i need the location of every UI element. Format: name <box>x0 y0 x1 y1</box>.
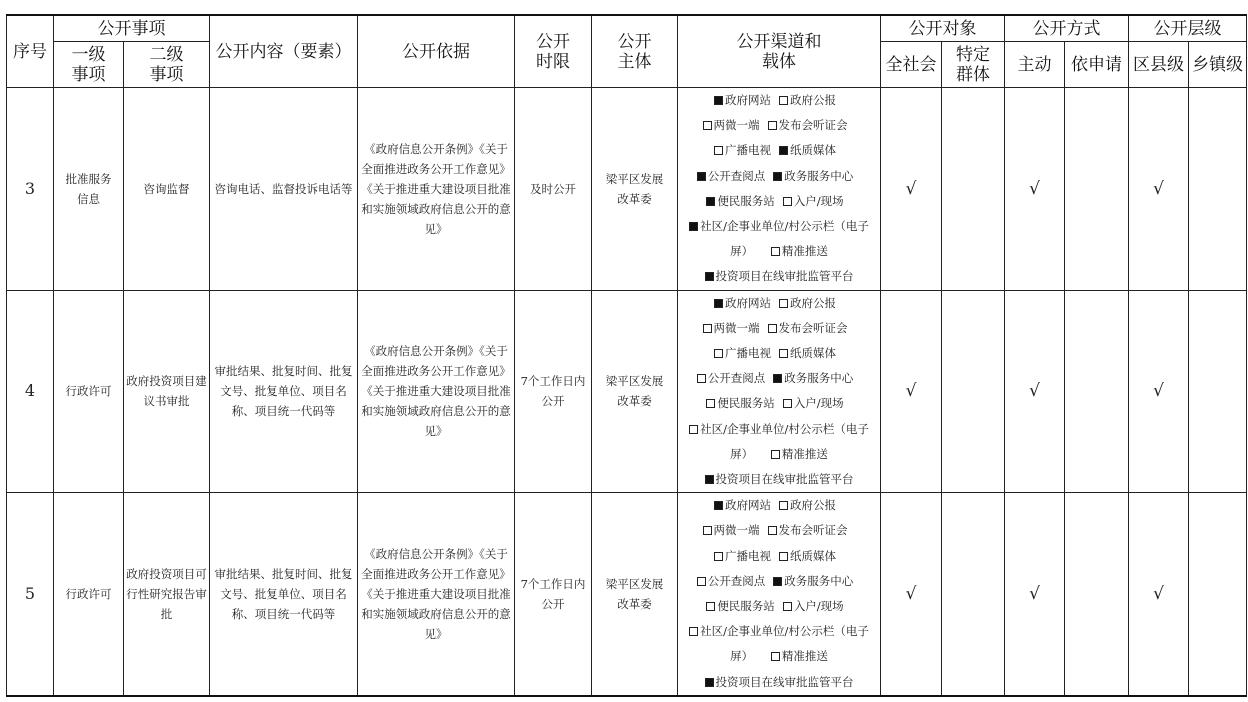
channel-convenience <box>706 391 775 416</box>
channel-label: 精准推送 <box>781 446 828 461</box>
header-level1: 一级事项 <box>54 42 124 88</box>
checkbox-icon <box>779 299 788 308</box>
channel-paper <box>779 544 836 569</box>
channel-wei <box>703 316 760 341</box>
checkbox-icon <box>689 627 698 636</box>
row-subject: 梁平区发展改革委 <box>592 493 678 696</box>
channel-paper <box>779 138 836 163</box>
channel-label: 投资项目在线审批监管平台 <box>715 674 854 689</box>
channel-label: 两微一端 <box>713 523 760 538</box>
channel-label: 便民服务站 <box>717 599 775 614</box>
header-subject: 公开主体 <box>592 15 678 88</box>
channel-label: 广播电视 <box>725 143 771 158</box>
channel-precise <box>771 244 828 258</box>
checkbox-icon <box>779 349 788 358</box>
channel-label: 政府网站 <box>725 93 771 107</box>
channel-label: 两微一端 <box>713 118 760 133</box>
row-method-active: √ <box>1005 88 1065 291</box>
channel-paper <box>779 341 836 366</box>
row-target-all: √ <box>881 493 942 696</box>
header-target-specific: 特定群体 <box>942 42 1005 88</box>
header-method-group: 公开方式 <box>1005 15 1129 42</box>
checkbox-icon <box>779 552 788 561</box>
checkbox-icon <box>703 324 712 333</box>
channel-wei <box>703 518 760 543</box>
row-target-specific <box>942 493 1005 696</box>
checkbox-icon <box>773 374 782 383</box>
channel-label: 政府网站 <box>725 295 771 310</box>
checkbox-icon <box>697 172 706 181</box>
channel-household <box>783 594 844 619</box>
row-content: 审批结果、批复时间、批复文号、批复单位、项目名称、项目统一代码等 <box>210 290 358 493</box>
checkbox-icon <box>771 247 780 256</box>
checkbox-icon <box>768 121 777 130</box>
header-method-active: 主动 <box>1005 42 1065 88</box>
checkbox-icon <box>714 552 723 561</box>
channel-reading <box>697 366 766 391</box>
checkbox-icon <box>783 399 792 408</box>
channel-label: 政府公报 <box>790 498 836 513</box>
row-channels <box>678 290 881 493</box>
checkbox-icon <box>779 146 788 155</box>
channel-service-center <box>773 366 853 391</box>
row-time-limit: 7个工作日内公开 <box>515 290 592 493</box>
channel-label: 投资项目在线审批监管平台 <box>715 269 854 284</box>
channel-household <box>783 391 844 416</box>
channel-label: 广播电视 <box>725 346 771 361</box>
channel-precise <box>771 447 828 461</box>
row-target-specific <box>942 290 1005 493</box>
checkbox-icon <box>768 324 777 333</box>
checkbox-icon <box>689 222 698 231</box>
checkbox-icon <box>705 678 714 687</box>
channel-label: 社区/企事业单位/村公示栏（电子屏） <box>700 624 869 664</box>
channel-precise <box>771 649 828 663</box>
row-seq: 5 <box>7 493 54 696</box>
channel-label: 政务服务中心 <box>784 573 854 588</box>
row-level-county: √ <box>1129 493 1189 696</box>
header-level2: 二级事项 <box>124 42 210 88</box>
channel-label: 发布会听证会 <box>778 320 848 335</box>
row-seq: 4 <box>7 290 54 493</box>
checkbox-icon <box>714 299 723 308</box>
checkbox-icon <box>706 399 715 408</box>
row-method-request <box>1065 290 1129 493</box>
row-basis: 《政府信息公开条例》《关于全面推进政务公开工作意见》《关于推进重大建设项目批准和实施领域政府信息公开的意见》 <box>358 290 515 493</box>
row-target-specific <box>942 88 1005 291</box>
table-row <box>7 493 1247 696</box>
channel-label: 社区/企事业单位/村公示栏（电子屏） <box>700 219 869 259</box>
checkbox-icon <box>689 425 698 434</box>
row-subject: 梁平区发展改革委 <box>592 290 678 493</box>
channel-label: 政务服务中心 <box>784 168 854 183</box>
checkbox-icon <box>703 121 712 130</box>
checkbox-icon <box>768 526 777 535</box>
channel-label: 广播电视 <box>725 548 771 563</box>
row-subject: 梁平区发展改革委 <box>592 88 678 291</box>
channel-gov-gazette <box>779 493 836 518</box>
channel-convenience <box>706 189 775 214</box>
channel-label: 政务服务中心 <box>784 371 854 386</box>
channel-platform <box>705 269 854 283</box>
channel-convenience <box>706 594 775 619</box>
row-level-town <box>1189 493 1247 696</box>
channel-label: 公开查阅点 <box>707 168 766 183</box>
channel-label: 便民服务站 <box>717 193 775 208</box>
row-method-active: √ <box>1005 493 1065 696</box>
checkbox-icon <box>705 475 714 484</box>
channel-label: 精准推送 <box>781 649 828 664</box>
checkbox-icon <box>703 526 712 535</box>
channel-label: 发布会听证会 <box>778 118 848 133</box>
row-method-request <box>1065 493 1129 696</box>
channel-label: 两微一端 <box>713 320 760 335</box>
channel-broadcast <box>714 544 771 569</box>
header-content: 公开内容（要素） <box>210 15 358 88</box>
row-time-limit: 及时公开 <box>515 88 592 291</box>
channel-gov-gazette <box>779 291 836 316</box>
channel-platform <box>705 472 854 486</box>
header-level-group: 公开层级 <box>1129 15 1247 42</box>
channel-label: 政府公报 <box>790 93 836 107</box>
header-level-town: 乡镇级 <box>1189 42 1247 88</box>
row-content: 咨询电话、监督投诉电话等 <box>210 88 358 291</box>
checkbox-icon <box>771 652 780 661</box>
checkbox-icon <box>773 172 782 181</box>
channel-gov-site <box>714 291 771 316</box>
table-row <box>7 88 1247 291</box>
checkbox-icon <box>714 146 723 155</box>
row-target-all: √ <box>881 88 942 291</box>
channel-reading <box>697 569 766 594</box>
channel-label: 投资项目在线审批监管平台 <box>715 472 854 487</box>
row-basis: 《政府信息公开条例》《关于全面推进政务公开工作意见》《关于推进重大建设项目批准和实施领域政府信息公开的意见》 <box>358 493 515 696</box>
checkbox-icon <box>706 197 715 206</box>
row-content: 审批结果、批复时间、批复文号、批复单位、项目名称、项目统一代码等 <box>210 493 358 696</box>
header-seq: 序号 <box>7 15 54 88</box>
row-channels <box>678 88 881 291</box>
row-level1: 批准服务信息 <box>54 88 124 291</box>
checkbox-icon <box>783 602 792 611</box>
checkbox-icon <box>714 501 723 510</box>
channel-broadcast <box>714 138 771 163</box>
channel-reading <box>697 164 766 189</box>
channel-label: 政府网站 <box>725 498 771 513</box>
row-channels <box>678 493 881 696</box>
channel-label: 公开查阅点 <box>707 573 766 588</box>
checkbox-icon <box>779 96 788 105</box>
row-level1: 行政许可 <box>54 493 124 696</box>
row-level-county: √ <box>1129 88 1189 291</box>
row-level-town <box>1189 290 1247 493</box>
checkbox-icon <box>771 450 780 459</box>
channel-service-center <box>773 569 853 594</box>
channel-label: 政府公报 <box>790 295 836 310</box>
channel-label: 纸质媒体 <box>790 346 836 361</box>
checkbox-icon <box>697 577 706 586</box>
channel-platform <box>705 675 854 689</box>
header-basis: 公开依据 <box>358 15 515 88</box>
channel-label: 便民服务站 <box>717 396 775 411</box>
row-level-county: √ <box>1129 290 1189 493</box>
checkbox-icon <box>706 602 715 611</box>
row-seq: 3 <box>7 88 54 291</box>
channel-label: 精准推送 <box>781 244 828 259</box>
table-row <box>7 290 1247 493</box>
channel-service-center <box>773 164 853 189</box>
channel-broadcast <box>714 341 771 366</box>
channel-label: 纸质媒体 <box>790 548 836 563</box>
disclosure-table <box>6 14 1247 697</box>
row-basis: 《政府信息公开条例》《关于全面推进政务公开工作意见》《关于推进重大建设项目批准和实施领域政府信息公开的意见》 <box>358 88 515 291</box>
channel-label: 纸质媒体 <box>790 143 836 158</box>
channel-hearing <box>768 518 848 543</box>
channel-label: 入户/现场 <box>793 599 844 614</box>
header-level-county: 区县级 <box>1129 42 1189 88</box>
row-level1: 行政许可 <box>54 290 124 493</box>
channel-wei <box>703 113 760 138</box>
channel-household <box>783 189 844 214</box>
channel-hearing <box>768 113 848 138</box>
channel-gov-gazette <box>779 88 836 113</box>
header-target-group: 公开对象 <box>881 15 1005 42</box>
row-level2: 政府投资项目建议书审批 <box>124 290 210 493</box>
channel-label: 公开查阅点 <box>707 371 766 386</box>
checkbox-icon <box>783 197 792 206</box>
row-method-active: √ <box>1005 290 1065 493</box>
header-items-group: 公开事项 <box>54 15 210 42</box>
header-channels: 公开渠道和载体 <box>678 15 881 88</box>
row-time-limit: 7个工作日内公开 <box>515 493 592 696</box>
checkbox-icon <box>714 96 723 105</box>
channel-label: 入户/现场 <box>793 193 844 208</box>
row-level2: 咨询监督 <box>124 88 210 291</box>
checkbox-icon <box>779 501 788 510</box>
checkbox-icon <box>705 272 714 281</box>
checkbox-icon <box>714 349 723 358</box>
header-time-limit: 公开时限 <box>515 15 592 88</box>
channel-gov-site <box>714 88 771 113</box>
row-method-request <box>1065 88 1129 291</box>
row-target-all: √ <box>881 290 942 493</box>
header-target-all: 全社会 <box>881 42 942 88</box>
channel-label: 发布会听证会 <box>778 523 848 538</box>
channel-hearing <box>768 316 848 341</box>
header-method-request: 依申请 <box>1065 42 1129 88</box>
checkbox-icon <box>773 577 782 586</box>
row-level2: 政府投资项目可行性研究报告审批 <box>124 493 210 696</box>
channel-label: 社区/企事业单位/村公示栏（电子屏） <box>700 421 869 461</box>
channel-gov-site <box>714 493 771 518</box>
checkbox-icon <box>697 374 706 383</box>
channel-label: 入户/现场 <box>793 396 844 411</box>
row-level-town <box>1189 88 1247 291</box>
